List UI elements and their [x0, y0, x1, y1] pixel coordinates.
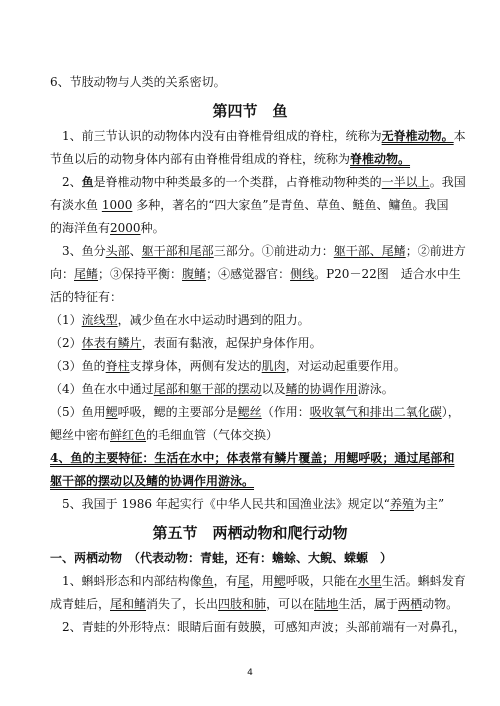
- para-amph-1-line-2: [50, 596, 460, 612]
- feature-1: [50, 312, 460, 328]
- para-4-line-2: [50, 473, 460, 489]
- text: 、: [129, 244, 142, 258]
- text: ，有: [213, 574, 238, 588]
- para-1-line-2: [50, 151, 460, 167]
- text: ），: [441, 405, 460, 419]
- underlined: 尾部和躯干部的摆动: [153, 382, 262, 396]
- para-amph-1-line-1: [62, 573, 472, 589]
- text: 活的特征有：: [50, 290, 123, 304]
- text: 向：: [50, 267, 75, 281]
- underlined: 鳃丝: [237, 405, 262, 419]
- underlined: 尾和鳍: [110, 597, 147, 611]
- text: 是脊椎动物中种类最多的一个类群，占脊椎动物种类的: [93, 175, 382, 189]
- text: 。我国: [429, 175, 466, 189]
- summary: 4、鱼的主要特征：生活在水中；体表常有鳞片覆盖；用鳃呼吸；通过尾部和: [50, 451, 455, 465]
- underlined: 水里: [357, 574, 382, 588]
- text: 生活，属于: [338, 597, 399, 611]
- text: 多种，著名的“四大家鱼”是青鱼、草鱼、鲢鱼、鳙鱼。我国: [136, 198, 449, 212]
- text: （5）鱼用: [50, 405, 106, 419]
- underlined: 两栖: [398, 597, 423, 611]
- text: ；②前进方: [405, 244, 466, 258]
- text: （3）鱼的: [50, 359, 106, 373]
- feature-2: [50, 335, 460, 351]
- para-5: [62, 496, 472, 512]
- feature-5-line-1: [50, 404, 460, 420]
- text: 的毛细血管（气体交换）: [146, 428, 279, 442]
- text: 动物。: [422, 597, 459, 611]
- para-3-line-2: [50, 266, 460, 282]
- underlined: 养殖: [389, 497, 414, 511]
- page-number: 4: [247, 668, 253, 678]
- text: 生活。蝌蚪发育: [381, 574, 466, 588]
- underlined: 2000: [110, 221, 141, 235]
- text: ，减少鱼在水中运动时遇到的阻力。: [117, 313, 310, 327]
- text: 为主”: [413, 497, 445, 511]
- underlined: 流线型: [81, 313, 118, 327]
- text: （1）: [50, 313, 82, 327]
- text: ；③保持平衡：: [98, 267, 183, 281]
- text: （作用：: [261, 405, 310, 419]
- text: 游泳。: [357, 382, 394, 396]
- text: ，对运动起重要作用。: [285, 359, 406, 373]
- para-2-line-3: [50, 220, 460, 236]
- text: ，可以在: [266, 597, 315, 611]
- text: ，表面有黏液，起保护身体作用。: [141, 336, 322, 350]
- para-2-line-1: [62, 174, 472, 190]
- text: 呼吸，只能在: [285, 574, 358, 588]
- text: 2、: [62, 175, 82, 189]
- para-3-line-3: [50, 289, 460, 305]
- text: 成青蛙后，: [50, 597, 111, 611]
- text: 以及: [261, 382, 286, 396]
- text: 有淡水鱼: [50, 198, 99, 212]
- underlined: 陆地: [314, 597, 339, 611]
- text: 3、鱼分: [62, 244, 106, 258]
- text: 鳃丝中密布: [50, 428, 111, 442]
- underlined: 1000: [101, 198, 133, 212]
- text: （4）鱼在水中通过: [50, 382, 154, 396]
- para-amph-2: [62, 619, 472, 635]
- underlined: 肌肉: [261, 359, 286, 373]
- text: 消失了，长出: [146, 597, 219, 611]
- section-title-amphibians: 第五节 两栖动物和爬行动物: [152, 524, 348, 542]
- text: 1、蝌蚪形态和内部结构像: [62, 574, 202, 588]
- underlined: 头部: [105, 244, 130, 258]
- section-title-fish: 第四节 鱼: [212, 102, 288, 120]
- underlined: 吸收氧气和排出二氧化碳: [309, 405, 442, 419]
- para-4-line-1: [50, 450, 460, 466]
- underlined: 腹鳍: [182, 267, 207, 281]
- term: 脊椎动物。: [350, 152, 411, 166]
- text: 本: [453, 129, 466, 143]
- underlined: 躯干部、尾鳍: [333, 244, 406, 258]
- text: 5、我国于 1986 年起实行《中华人民共和国渔业法》规定以“: [62, 497, 390, 511]
- feature-4: [50, 381, 460, 397]
- text: 三部分。①前进动力：: [213, 244, 334, 258]
- underlined: 侧线: [290, 267, 315, 281]
- text: 节鱼以后的动物身体内部有由脊椎骨组成的脊柱，统称为: [50, 152, 351, 166]
- text: ，用: [249, 574, 274, 588]
- term: 无脊椎动物。: [381, 129, 454, 143]
- text: 的海洋鱼有: [50, 221, 111, 235]
- underlined: 鱼: [201, 574, 214, 588]
- subsection-title: 一、两栖动物 （代表动物：青蛙，还有：蟾蜍、大鲵、蝾螈 ）: [50, 551, 393, 565]
- feature-3: [50, 358, 460, 374]
- term: 鱼: [81, 175, 94, 189]
- underlined: 尾: [237, 574, 250, 588]
- underlined: 躯干部和尾部: [141, 244, 214, 258]
- underlined: 四肢和肺: [218, 597, 267, 611]
- feature-5-line-2: [50, 427, 460, 443]
- text: 2、青蛙的外形特点：眼睛后面有鼓膜，可感知声波；头部前端有一对鼻孔，: [62, 620, 466, 634]
- summary: 躯干部的摆动以及鳍的协调作用游泳。: [50, 474, 255, 488]
- text: 1、前三节认识的动物体内没有由脊椎骨组成的脊柱，统称为: [62, 129, 382, 143]
- underlined: 体表有鳞片: [81, 336, 142, 350]
- text: 呼吸，鳃的主要部分是: [117, 405, 238, 419]
- underlined: 一半以上: [381, 175, 430, 189]
- underlined: 鳃: [273, 574, 286, 588]
- para-1-line-1: [62, 128, 472, 144]
- para-2-line-2: [50, 197, 460, 213]
- underlined: 脊柱: [105, 359, 130, 373]
- text: 种。: [140, 221, 165, 235]
- underlined: 鳃: [105, 405, 118, 419]
- underlined: 鲜红色: [110, 428, 147, 442]
- text: 6、节肢动物与人类的关系密切。: [50, 75, 226, 89]
- item-6: [50, 74, 460, 90]
- para-3-line-1: [62, 243, 472, 259]
- text: 。P20－22图 适合水中生: [314, 267, 461, 281]
- text: 支撑身体，两侧有发达的: [129, 359, 262, 373]
- underlined: 鳍的协调作用: [285, 382, 358, 396]
- text: （2）: [50, 336, 82, 350]
- underlined: 尾鳍: [74, 267, 99, 281]
- text: ；④感觉器官：: [206, 267, 291, 281]
